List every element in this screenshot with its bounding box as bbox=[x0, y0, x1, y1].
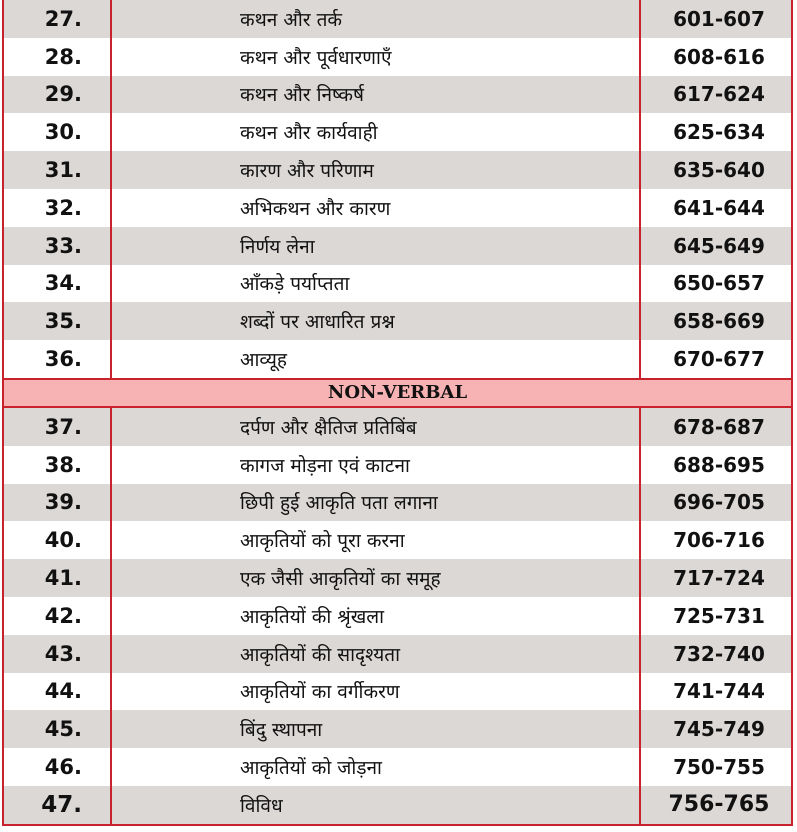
chapter-number: 38. bbox=[4, 446, 112, 484]
table-row bbox=[4, 597, 791, 635]
chapter-title: आँकड़े पर्याप्तता bbox=[112, 265, 641, 303]
table-row bbox=[4, 38, 791, 76]
chapter-number: 47. bbox=[4, 786, 112, 824]
page-range: 688-695 bbox=[673, 452, 765, 477]
chapter-title: निर्णय लेना bbox=[112, 227, 641, 265]
chapter-title: विविध bbox=[112, 786, 641, 824]
table-row bbox=[4, 265, 791, 303]
page-range: 745-749 bbox=[673, 717, 765, 742]
table-of-contents bbox=[2, 0, 793, 826]
table-row bbox=[4, 151, 791, 189]
page-range: 670-677 bbox=[673, 347, 765, 372]
chapter-number: 42. bbox=[4, 597, 112, 635]
table-row bbox=[4, 673, 791, 711]
table-row bbox=[4, 559, 791, 597]
page-range: 650-657 bbox=[673, 271, 765, 296]
chapter-number: 41. bbox=[4, 559, 112, 597]
table-row bbox=[4, 113, 791, 151]
chapter-title: आव्यूह bbox=[112, 340, 641, 378]
table-row bbox=[4, 786, 791, 824]
chapter-number: 45. bbox=[4, 710, 112, 748]
chapter-title: कागज मोड़ना एवं काटना bbox=[112, 446, 641, 484]
chapter-number: 44. bbox=[4, 673, 112, 711]
chapter-title: कथन और पूर्वधारणाएँ bbox=[112, 38, 641, 76]
section-heading: NON-VERBAL bbox=[4, 378, 791, 408]
chapter-number: 43. bbox=[4, 635, 112, 673]
chapter-title: आकृतियों को जोड़ना bbox=[112, 748, 641, 786]
chapter-number: 31. bbox=[4, 151, 112, 189]
chapter-title: अभिकथन और कारण bbox=[112, 189, 641, 227]
table-row bbox=[4, 484, 791, 522]
chapter-title: आकृतियों की सादृश्यता bbox=[112, 635, 641, 673]
chapter-number: 36. bbox=[4, 340, 112, 378]
chapter-number: 46. bbox=[4, 748, 112, 786]
page-range: 635-640 bbox=[673, 158, 765, 183]
table-row bbox=[4, 748, 791, 786]
chapter-title: शब्दों पर आधारित प्रश्न bbox=[112, 302, 641, 340]
chapter-number: 40. bbox=[4, 521, 112, 559]
chapter-number: 32. bbox=[4, 189, 112, 227]
chapter-title: बिंदु स्थापना bbox=[112, 710, 641, 748]
table-row bbox=[4, 635, 791, 673]
chapter-title: दर्पण और क्षैतिज प्रतिबिंब bbox=[112, 408, 641, 446]
chapter-number: 29. bbox=[4, 76, 112, 114]
page-range: 645-649 bbox=[673, 233, 765, 258]
page-range: 741-744 bbox=[673, 679, 765, 704]
chapter-title: कथन और निष्कर्ष bbox=[112, 76, 641, 114]
page-range: 725-731 bbox=[673, 603, 765, 628]
chapter-number: 27. bbox=[4, 0, 112, 38]
chapter-title: आकृतियों का वर्गीकरण bbox=[112, 673, 641, 711]
table-row bbox=[4, 710, 791, 748]
chapter-title: एक जैसी आकृतियों का समूह bbox=[112, 559, 641, 597]
chapter-number: 34. bbox=[4, 265, 112, 303]
page-range: 678-687 bbox=[673, 414, 765, 439]
chapter-number: 30. bbox=[4, 113, 112, 151]
page-range: 756-765 bbox=[668, 792, 770, 818]
chapter-title: छिपी हुई आकृति पता लगाना bbox=[112, 484, 641, 522]
table-row bbox=[4, 0, 791, 38]
page-range: 717-724 bbox=[673, 566, 765, 591]
table-row bbox=[4, 408, 791, 446]
chapter-title: आकृतियों को पूरा करना bbox=[112, 521, 641, 559]
page-range: 732-740 bbox=[673, 641, 765, 666]
chapter-number: 33. bbox=[4, 227, 112, 265]
page-range: 625-634 bbox=[673, 120, 765, 145]
chapter-number: 35. bbox=[4, 302, 112, 340]
chapter-title: कथन और तर्क bbox=[112, 0, 641, 38]
table-row bbox=[4, 189, 791, 227]
chapter-title: कथन और कार्यवाही bbox=[112, 113, 641, 151]
chapter-number: 39. bbox=[4, 484, 112, 522]
page-range: 696-705 bbox=[673, 490, 765, 515]
table-row bbox=[4, 521, 791, 559]
chapter-title: कारण और परिणाम bbox=[112, 151, 641, 189]
table-row bbox=[4, 340, 791, 378]
page-range: 601-607 bbox=[673, 6, 765, 31]
chapter-number: 37. bbox=[4, 408, 112, 446]
chapter-number: 28. bbox=[4, 38, 112, 76]
page-range: 750-755 bbox=[673, 755, 765, 780]
page-range: 706-716 bbox=[673, 528, 765, 553]
page-range: 608-616 bbox=[673, 44, 765, 69]
page-range: 641-644 bbox=[673, 195, 765, 220]
page-range: 617-624 bbox=[673, 82, 765, 107]
table-row bbox=[4, 76, 791, 114]
table-row bbox=[4, 302, 791, 340]
table-row bbox=[4, 446, 791, 484]
page-range: 658-669 bbox=[673, 309, 765, 334]
table-row bbox=[4, 227, 791, 265]
chapter-title: आकृतियों की श्रृंखला bbox=[112, 597, 641, 635]
